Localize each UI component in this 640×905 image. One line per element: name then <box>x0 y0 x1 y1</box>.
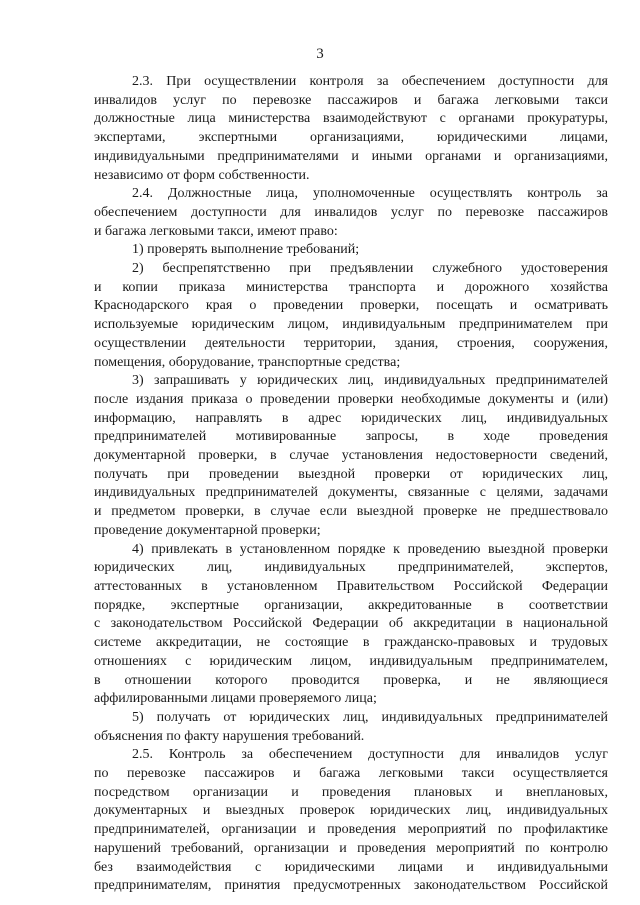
text-line: после издания приказа о проведении проверки необходимые документы и (или) <box>94 391 608 407</box>
text-line: 3) запрашивать у юридических лиц, индивидуальных предпринимателей <box>132 373 608 389</box>
text-line: посредством организации и проведения плановых и внеплановых, <box>94 784 608 800</box>
text-line: 4) привлекать в установленном порядке к проведению выездной проверки <box>132 541 608 557</box>
text-line: объяснения по факту нарушения требований. <box>94 728 365 744</box>
text-line: с законодательством Российской Федерации об аккредитации в национальной <box>94 616 608 632</box>
list-item <box>94 709 608 746</box>
text-line: независимо от форм собственности. <box>94 167 310 183</box>
text-line: экспертами, экспертными организациями, юридическими лицами, <box>94 130 608 146</box>
list-item <box>94 260 608 372</box>
text-line: 2.5. Контроль за обеспечением доступности для инвалидов услуг <box>132 747 608 763</box>
text-line: 2.3. При осуществлении контроля за обеспечением доступности для <box>132 74 608 89</box>
text-line: и багажа легковыми такси, имеют право: <box>94 223 338 239</box>
text-line: Краснодарского края о проведении проверки, посещать и осматривать <box>94 298 608 314</box>
text-line: отношениях с юридическим лицом, индивидуальным предпринимателем, <box>94 653 608 669</box>
page-number: 3 <box>316 46 324 62</box>
text-line: 5) получать от юридических лиц, индивидуальных предпринимателей <box>132 709 608 725</box>
text-line: системе аккредитации, не состоящие в гражданско-правовых и трудовых <box>94 635 608 651</box>
text-line: 1) проверять выполнение требований; <box>132 242 360 258</box>
text-line: должностные лица министерства взаимодействуют с органами прокуратуры, <box>94 111 608 127</box>
text-line: обеспечением доступности для инвалидов услуг по перевозке пассажиров <box>94 204 608 220</box>
text-line: предпринимателей мотивированные запросы, в ходе проведения <box>94 429 608 445</box>
text-line: аффилированными лицами проверяемого лица; <box>94 691 377 707</box>
list-item <box>94 372 608 540</box>
text-line: по перевозке пассажиров и багажа легковыми такси осуществляется <box>94 766 608 782</box>
text-line: в отношении которого проводится проверка, и не являющиеся <box>94 672 608 688</box>
text-line: нарушений требований, организации и проведения мероприятий по контролю <box>94 840 608 856</box>
text-line: осуществлении деятельности территории, здания, строения, сооружения, <box>94 335 608 351</box>
list-item <box>94 241 608 260</box>
text-line: информацию, направлять в адрес юридических лиц, индивидуальных <box>94 410 608 426</box>
text-line: 2) беспрепятственно при предъявлении служебного удостоверения <box>132 261 608 277</box>
text-line: и предметом проверки, в случае если выездной проверке не предшествовало <box>94 504 608 520</box>
text-line: 2.4. Должностные лица, уполномоченные осуществлять контроль за <box>132 186 608 202</box>
paragraph <box>94 185 608 241</box>
text-line: предпринимателям, принятия предусмотренных законодательством Российской <box>94 878 608 894</box>
text-line: и копии приказа министерства транспорта и дорожного хозяйства <box>94 279 608 295</box>
list-item <box>94 541 608 709</box>
text-line: получать при проведении выездной проверки от юридических лиц, <box>94 466 608 482</box>
text-line: индивидуальных предпринимателей документы, связанные с целями, задачами <box>94 485 608 501</box>
text-line: аттестованных в установленном Правительством Российской Федерации <box>94 578 608 594</box>
text-line: документарной проверки, в случае установления недостоверности сведений, <box>94 448 608 464</box>
text-line: инвалидов услуг по перевозке пассажиров и багажа легковыми такси <box>94 92 608 108</box>
text-line: юридических лиц, индивидуальных предпринимателей, экспертов, <box>94 560 608 576</box>
text-line: помещения, оборудование, транспортные средства; <box>94 354 401 370</box>
text-line: порядке, экспертные организации, аккредитованные в соответствии <box>94 597 608 613</box>
text-line: без взаимодействия с юридическими лицами и индивидуальными <box>94 859 608 875</box>
text-line: используемые юридическим лицом, индивидуальным предпринимателем при <box>94 317 608 333</box>
text-line: документарных и выездных проверок юридических лиц, индивидуальных <box>94 803 608 819</box>
paragraph <box>94 746 608 896</box>
paragraph <box>94 73 608 185</box>
text-line: индивидуальными предпринимателями и иными органами и организациями, <box>94 148 608 164</box>
document-body <box>94 73 608 896</box>
text-line: предпринимателей, организации и проведения мероприятий по профилактике <box>94 822 608 838</box>
text-line: проведение документарной проверки; <box>94 522 321 538</box>
